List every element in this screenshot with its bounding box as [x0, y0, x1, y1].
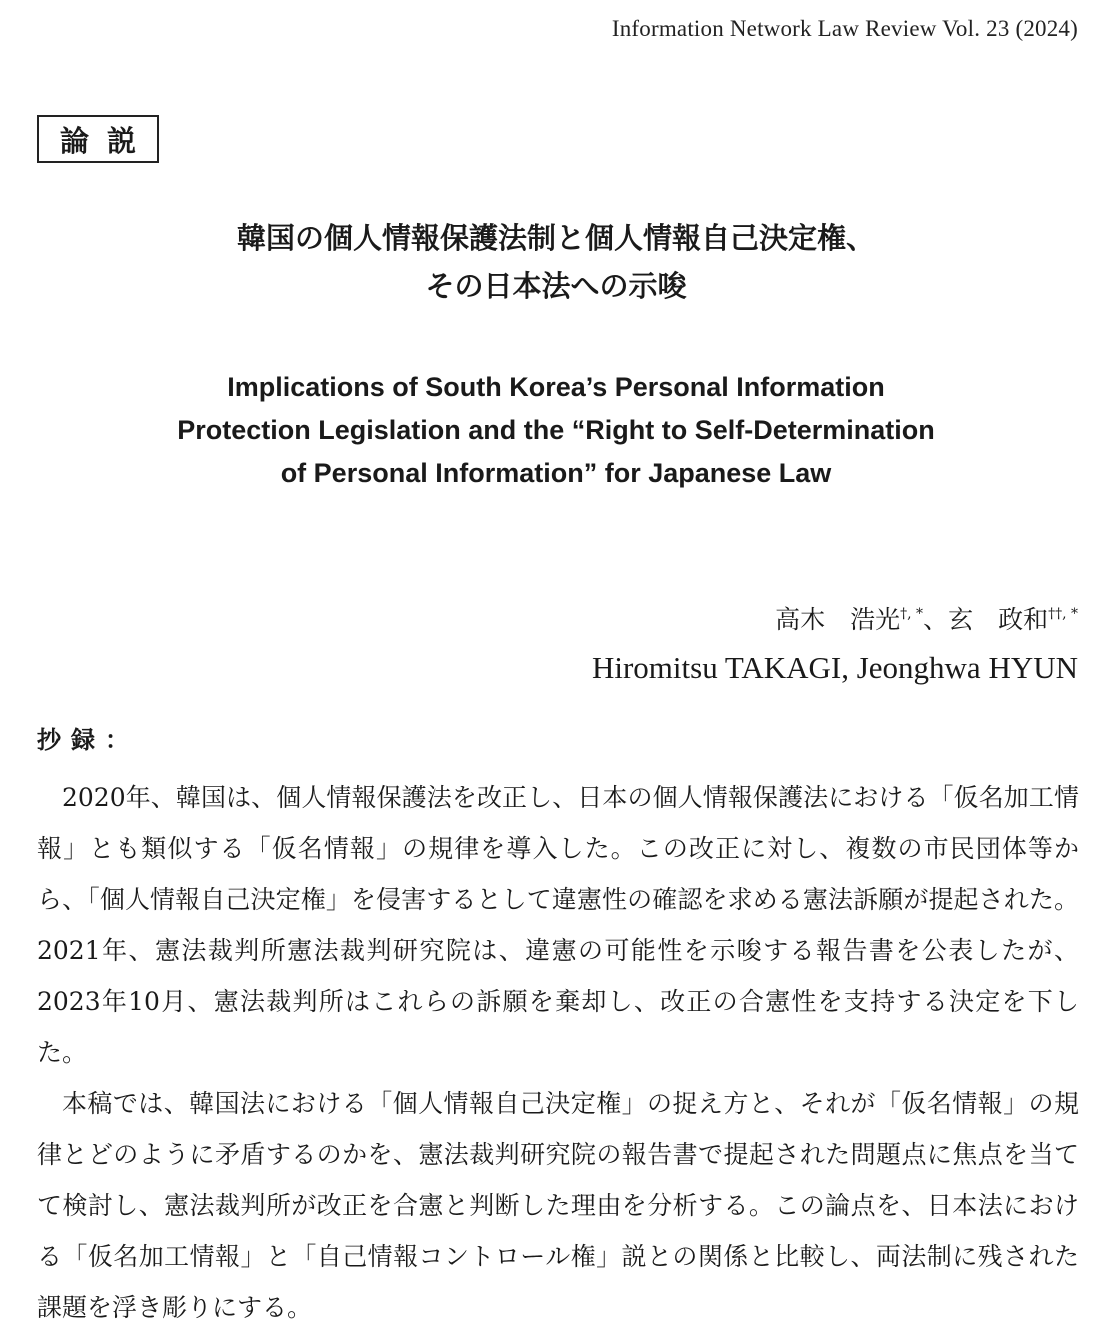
authors-japanese	[775, 600, 1078, 636]
abstract-paragraph-2: 本稿では、韓国法における「個人情報自己決定権」の捉え方と、それが「仮名情報」の規律とどのように矛盾するのかを、憲法裁判研究院の報告書で提起された問題点に焦点を当てて検討し、憲法裁判所が改正を合憲と判断した理由を分析する。この論点を、日本法における「仮名加工情報」と「自己情報コントロール権」説との関係と比較し、両法制に残された課題を浮き彫りにする。	[37, 1089, 1079, 1322]
abstract-heading: 抄録：	[37, 726, 139, 754]
section-label: 論説	[37, 115, 159, 163]
abstract-body	[37, 772, 1079, 1333]
author-2-footnote-marks: ††, *	[1048, 606, 1078, 622]
japanese-title-line-2: その日本法への示唆	[425, 269, 687, 303]
authors-english: Hiromitsu TAKAGI, Jeonghwa HYUN	[591, 650, 1078, 685]
abstract-paragraph-1: 2020年、韓国は、個人情報保護法を改正し、日本の個人情報保護法における「仮名加工情報」とも類似する「仮名情報」の規律を導入した。この改正に対し、複数の市民団体等から、「個人情報自己決定権」を侵害するとして違憲性の確認を求める憲法訴願が提起された。2021年、憲法裁判所憲法裁判研究院は、違憲の可能性を示唆する報告書を公表したが、2023年10月、憲法裁判所はこれらの訴願を棄却し、改正の合憲性を支持する決定を下した。	[37, 783, 1079, 1067]
english-title-line-2: Protection Legislation and the “Right to Self-Determination	[177, 415, 935, 445]
japanese-title-line-1: 韓国の個人情報保護法制と個人情報自己決定権、	[236, 221, 875, 255]
author-separator: 、	[923, 605, 949, 634]
japanese-title	[0, 214, 1098, 310]
author-1-footnote-marks: †, *	[900, 606, 924, 622]
author-2-name: 玄 政和	[948, 605, 1049, 634]
journal-header: Information Network Law Review Vol. 23 (2024)	[611, 16, 1078, 41]
english-title-line-3: of Personal Information” for Japanese Law	[280, 458, 832, 488]
english-title-line-1: Implications of South Korea’s Personal Information	[227, 372, 885, 402]
english-title	[0, 366, 1098, 495]
author-1-name: 高木 浩光	[775, 605, 901, 634]
